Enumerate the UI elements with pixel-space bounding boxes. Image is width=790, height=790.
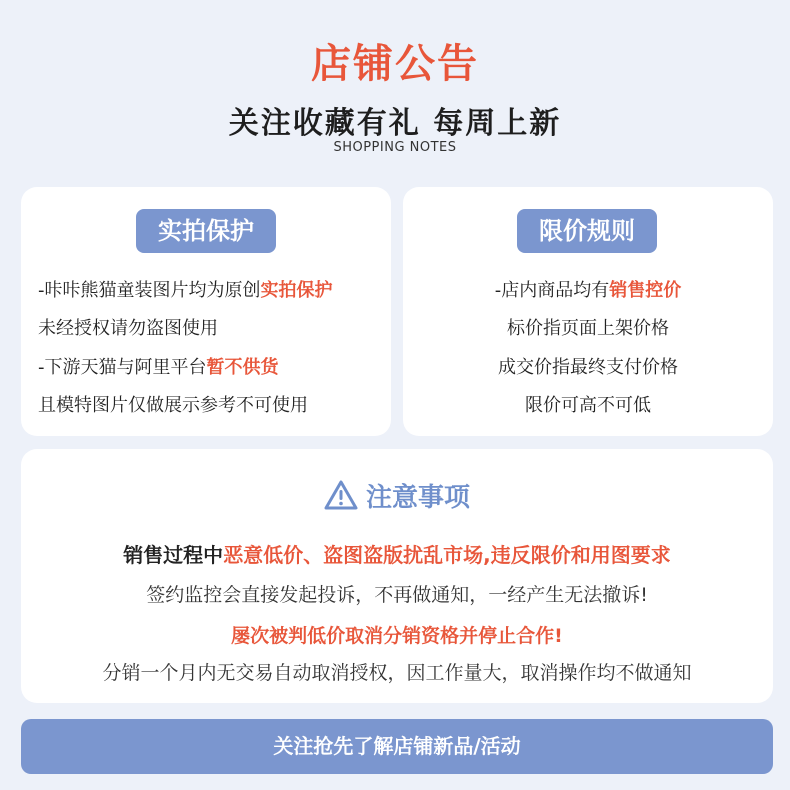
price-rules-line-2: 标价指页面上架价格: [507, 318, 669, 339]
page-subtitle-english: SHOPPING NOTES: [333, 140, 457, 155]
photo-protection-title: 实拍保护: [136, 209, 276, 253]
photo-protection-line-2: 未经授权请勿盗图使用: [38, 318, 218, 339]
page-subtitle: 关注收藏有礼 每周上新: [228, 106, 562, 141]
warning-triangle-icon: [324, 480, 358, 510]
page-title: 店铺公告: [311, 41, 479, 87]
notice-line-1: 销售过程中恶意低价、盗图盗版扰乱市场,违反限价和用图要求: [123, 543, 671, 567]
notice-line-3: 屡次被判低价取消分销资格并停止合作!: [231, 625, 563, 647]
photo-protection-card: [21, 187, 391, 436]
follow-cta-button[interactable]: 关注抢先了解店铺新品/活动: [21, 719, 773, 774]
photo-protection-line-3: -下游天猫与阿里平台暂不供货: [38, 357, 279, 378]
notice-card: [21, 449, 773, 703]
notice-title: 注意事项: [365, 483, 470, 513]
price-rules-line-4: 限价可高不可低: [525, 395, 651, 416]
price-rules-card: [403, 187, 773, 436]
notice-line-4: 分销一个月内无交易自动取消授权，因工作量大，取消操作均不做通知: [102, 662, 692, 684]
price-rules-line-1: -店内商品均有销售控价: [494, 280, 682, 301]
price-rules-line-3: 成交价指最终支付价格: [498, 357, 678, 378]
photo-protection-line-1: -咔咔熊猫童装图片均为原创实拍保护: [38, 280, 333, 301]
photo-protection-line-4: 且模特图片仅做展示参考不可使用: [38, 395, 308, 416]
notice-heading: [21, 477, 773, 514]
notice-line-2: 签约监控会直接发起投诉，不再做通知，一经产生无法撤诉!: [146, 584, 648, 606]
price-rules-title: 限价规则: [517, 209, 657, 253]
